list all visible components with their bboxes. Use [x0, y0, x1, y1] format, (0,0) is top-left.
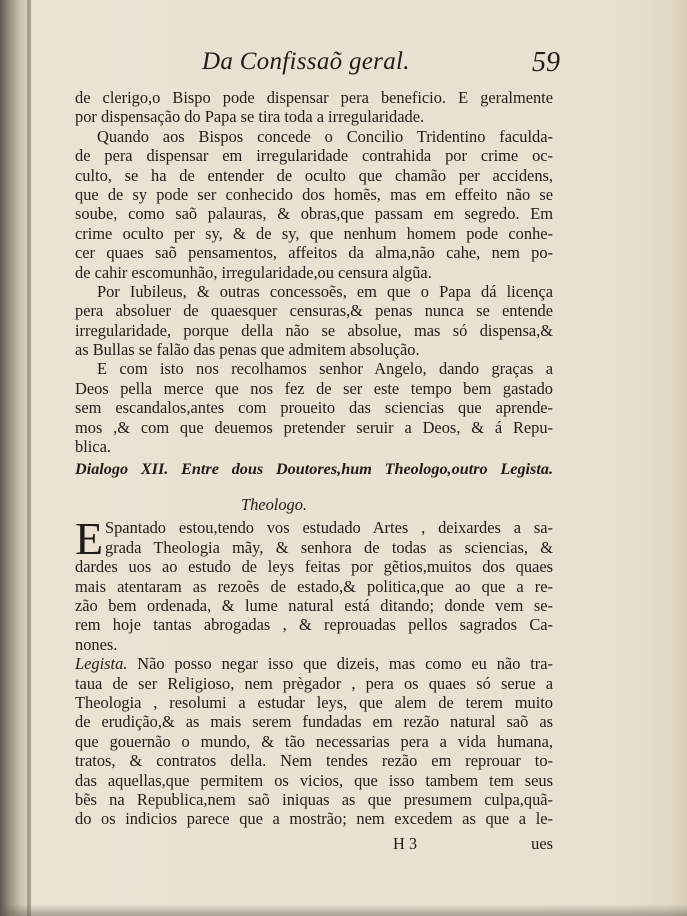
- body-section-3: [75, 654, 553, 829]
- text-line: zão bem ordenada, & lume natural está ditando; donde vem se-: [75, 595, 553, 615]
- body-section-1: [75, 88, 553, 456]
- text-line: rem hoje tantas abrogadas , & reprouadas pellos sagrados Ca-: [75, 615, 553, 635]
- text-line: por dispensação do Papa se tira toda a irregularidade.: [75, 107, 425, 127]
- text-line: cer quaes saõ pensamentos, affeitos da alma,não cahe, nem po-: [75, 243, 553, 263]
- text-line: E com isto nos recolhamos senhor Angelo, dando graças a: [97, 359, 553, 379]
- text-line: de clerigo,o Bispo pode dispensar pera beneficio. E geralmente: [75, 88, 553, 107]
- text-line: nones.: [75, 634, 118, 654]
- text-line: de cahir escomunhão, irregularidade,ou censura algũa.: [75, 262, 432, 282]
- text-block: [75, 88, 553, 829]
- text-line: soube, como saõ palauras, & obras,que passam em segredo. Em: [75, 204, 553, 224]
- text-line: culto, se ha de entender de oculto que chamão per accidens,: [75, 165, 553, 185]
- text-line: que de sy pode ser conhecido dos homẽs, mas em effeito não se: [75, 184, 553, 204]
- text-line: Por Iubileus, & outras concessoẽs, em que o Papa dá licença: [97, 281, 553, 301]
- text-line: [75, 654, 553, 673]
- text-line: mos ,& com que deuemos pretender seruir a Deos, & á Repu-: [75, 417, 553, 437]
- drop-cap-paragraph: [75, 513, 553, 654]
- text-line: de erudição,& as mais serem fundadas em rezão natural saõ as: [75, 712, 553, 732]
- text-line: tratos, & contratos della. Nem tendes rezão em reprouar to-: [75, 751, 553, 771]
- text-line: irregularidade, porque della não se absolue, mas só dispensa,&: [75, 320, 553, 340]
- text-line: dardes uos ao estudo de leys feitas por gẽtios,muitos dos quaes: [75, 557, 553, 577]
- text-line: do os indicios parece que a mostrão; nem excedem as que a le-: [75, 809, 553, 829]
- book-gutter: [0, 0, 30, 916]
- drop-cap: E: [75, 513, 104, 565]
- text-line: mais atentaram as rezoẽs de estado,& politica,que ao que a re-: [75, 576, 553, 596]
- page-bottom-edge: [0, 904, 687, 916]
- text-line: taua de ser Religioso, nem prègador , pera os quaes só serue a: [75, 673, 553, 693]
- dialogue-heading: Dialogo XII. Entre dous Doutores,hum Theologo,outro Legista.: [75, 460, 553, 479]
- page-footer: [75, 834, 553, 856]
- text-line: das aquellas,que permitem os vicios, que isso tambem tem seus: [75, 770, 553, 790]
- speaker-label: Legista.: [75, 654, 128, 674]
- page-edge-shadow: [27, 0, 31, 916]
- text-line: Theologia , resolumi a estudar leys, que alem de terem muito: [75, 692, 553, 712]
- speaker-heading: Theologo.: [241, 495, 308, 515]
- text-line: Deos pella merce que nos fez de ser este tempo bem gastado: [75, 378, 553, 398]
- signature-mark: H 3: [393, 834, 418, 853]
- text-line: blica.: [75, 437, 111, 457]
- text-line: crime oculto per sy, & de sy, que nenhum homem pode conhe-: [75, 223, 553, 243]
- page-header: [72, 48, 560, 84]
- speaker-text: Não posso negar isso que dizeis, mas como eu não tra-: [137, 654, 553, 674]
- text-line: que gouernão o mundo, & tão necessarias pera a vida humana,: [75, 731, 553, 751]
- text-line: Quando aos Bispos concede o Concilio Tridentino faculda-: [97, 126, 553, 146]
- text-line: as Bullas se falão das penas que admitem absolução.: [75, 340, 420, 360]
- page-number: 59: [532, 47, 560, 78]
- running-title: Da Confissaõ geral.: [202, 48, 410, 75]
- text-line: de pera dispensar em irregularidade contrahida por crime oc-: [75, 146, 553, 166]
- text-line: sem escandalos,antes com proueito das sciencias que aprende-: [75, 398, 553, 418]
- text-line: Spantado estou,tendo vos estudado Artes , deixardes a sa-: [105, 518, 553, 538]
- text-line: bẽs na Republica,nem saõ iniquas as que presumem culpa,quã-: [75, 789, 553, 809]
- text-line: pera absoluer de quaesquer censuras,& penas nunca se entende: [75, 301, 553, 321]
- catchword: ues: [531, 834, 553, 853]
- text-line: grada Theologia mãy, & senhora de todas as sciencias, &: [105, 537, 553, 557]
